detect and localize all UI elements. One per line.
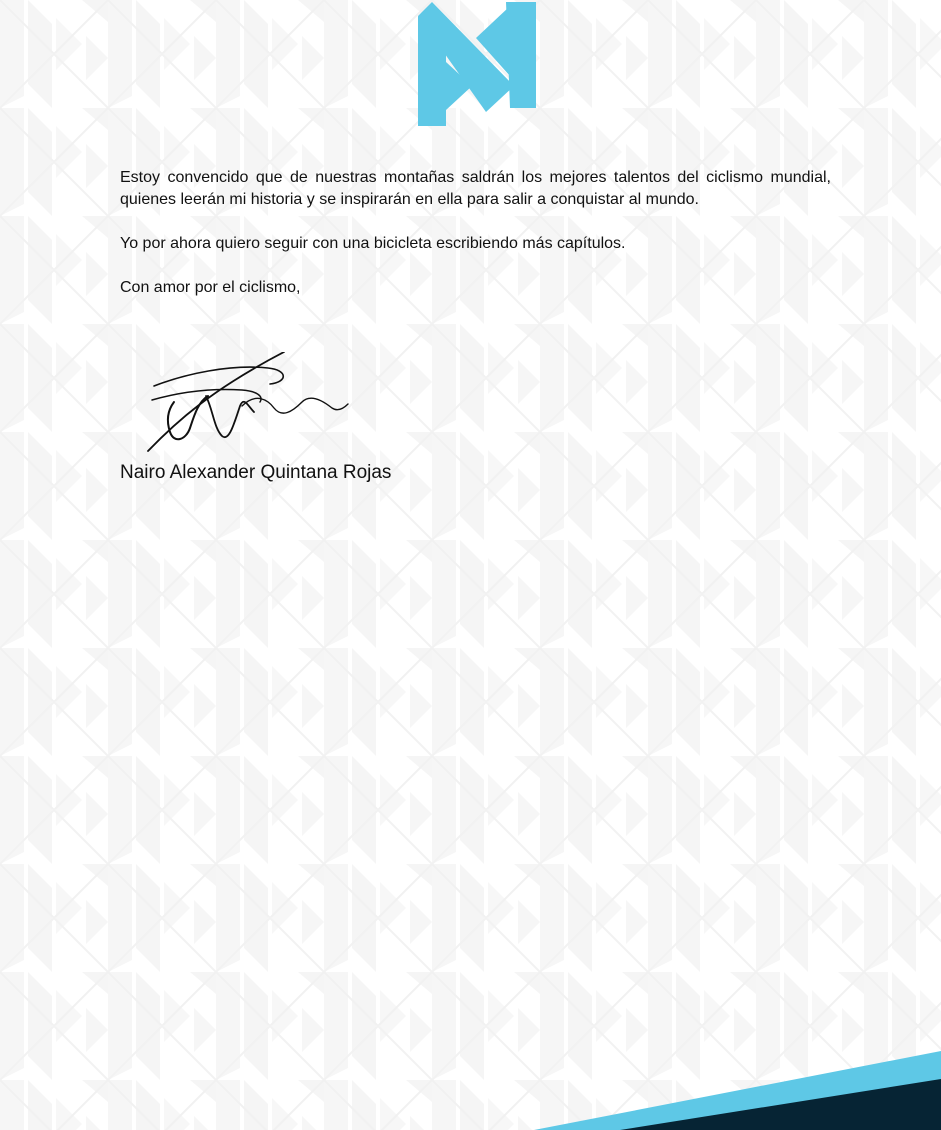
letter-body: [120, 167, 831, 299]
handwritten-signature: [118, 352, 350, 456]
n-monogram-logo: [418, 2, 536, 126]
letter-paragraph-1: Estoy convencido que de nuestras montañas saldrán los mejores talentos del ciclismo mundial, quienes leerán mi historia y se inspirarán en ella para salir a conquistar al mundo.: [120, 169, 831, 208]
signer-name: Nairo Alexander Quintana Rojas: [120, 462, 392, 483]
letter-closing: Con amor por el ciclismo,: [120, 279, 301, 296]
letter-paragraph-2: Yo por ahora quiero seguir con una bicicleta escribiendo más capítulos.: [120, 235, 626, 252]
